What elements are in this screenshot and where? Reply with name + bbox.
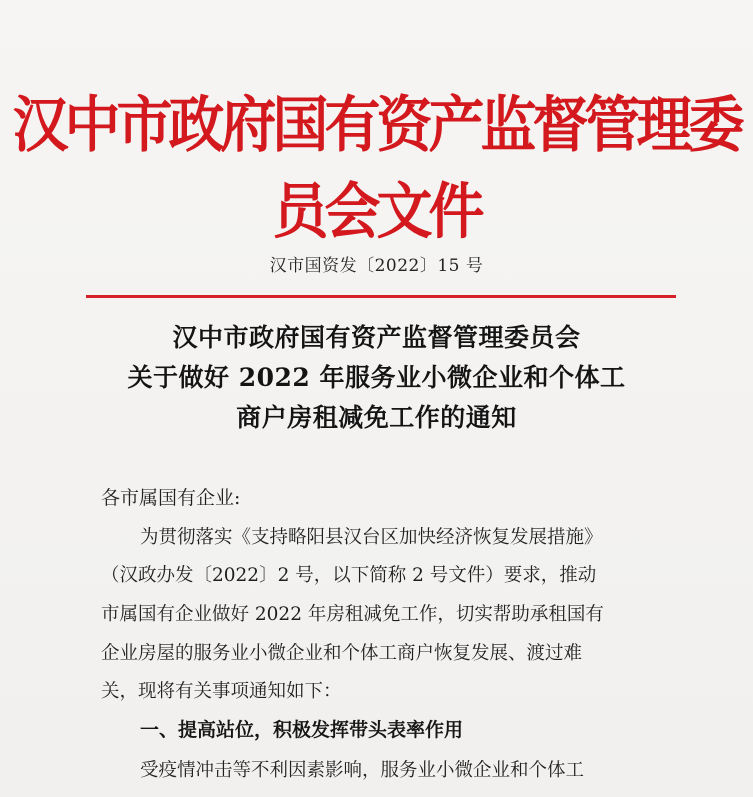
document-number: 汉市国资发〔2022〕15 号 xyxy=(269,256,484,276)
paragraph-line-6: 受疫情冲击等不利因素影响，服务业小微企业和个体工 xyxy=(140,760,585,781)
paragraph-line-5: 关，现将有关事项通知如下： xyxy=(101,681,342,702)
document-title-line-1: 汉中市政府国有资产监督管理委员会 xyxy=(172,323,581,352)
paragraph-line-2: （汉政办发〔2022〕2 号，以下简称 2 号文件）要求，推动 xyxy=(101,565,597,586)
document-title-line-2: 关于做好 2022 年服务业小微企业和个体工 xyxy=(127,363,626,392)
recipient-line: 各市属国有企业: xyxy=(101,487,241,509)
paragraph-line-3: 市属国有企业做好 2022 年房租减免工作，切实帮助承租国有 xyxy=(101,604,604,625)
section-heading-1: 一、提高站位，积极发挥带头表率作用 xyxy=(140,719,464,741)
document-title xyxy=(0,318,753,438)
red-divider-line xyxy=(86,295,676,298)
paragraph-line-1: 为贯彻落实《支持略阳县汉台区加快经济恢复发展措施》 xyxy=(140,527,603,548)
paragraph-line-4: 企业房屋的服务业小微企业和个体工商户恢复发展、渡过难 xyxy=(101,643,583,664)
document-header-title: 汉中市政府国有资产监督管理委员会文件 xyxy=(12,89,741,248)
document-title-line-3: 商户房租减免工作的通知 xyxy=(236,403,517,432)
